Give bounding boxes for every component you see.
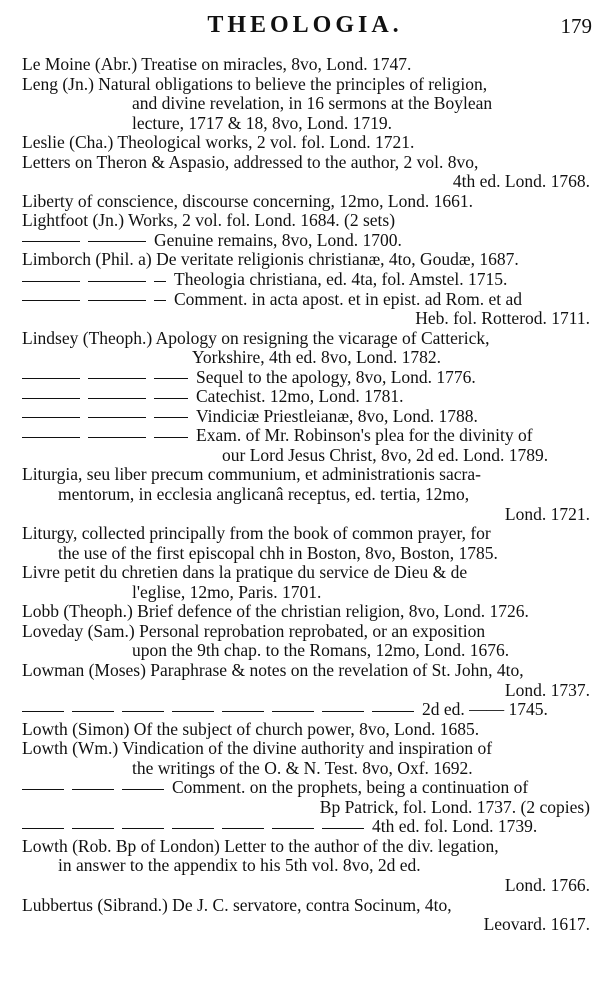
entry-line: Leng (Jn.) Natural obligations to believe the principles of religion,: [22, 74, 488, 94]
entry-line: Letters on Theron & Aspasio, addressed to the author, 2 vol. 8vo,: [22, 152, 479, 172]
catalogue-entry: [22, 563, 590, 602]
entry-line: [22, 817, 590, 837]
entry-line: Lond. 1721.: [504, 504, 590, 524]
entry-line: Le Moine (Abr.) Treatise on miracles, 8vo, Lond. 1747.: [22, 55, 412, 74]
entry-line: Liturgy, collected principally from the book of common prayer, for: [22, 524, 491, 544]
entry-line: the writings of the O. & N. Test. 8vo, Oxf. 1692.: [132, 758, 473, 778]
running-title: THEOLOGIA.: [207, 12, 403, 38]
entry-line: [22, 407, 590, 427]
ditto-dash: [22, 789, 64, 790]
catalogue-entry: [22, 387, 590, 407]
catalogue-entry: [22, 817, 590, 837]
ditto-dash: [88, 417, 146, 418]
entry-line: Lobb (Theoph.) Brief defence of the christian religion, 8vo, Lond. 1726.: [22, 602, 529, 622]
ditto-dash: [88, 378, 146, 379]
entry-text: 2d ed. —— 1745.: [422, 700, 548, 720]
catalogue-entries: [22, 55, 590, 935]
entry-line: Lowth (Wm.) Vindication of the divine authority and inspiration of: [22, 739, 493, 759]
entry-line: mentorum, in ecclesia anglicanâ receptus, ed. tertia, 12mo,: [58, 485, 470, 505]
entry-text: Comment. in acta apost. et in epist. ad Rom. et ad: [174, 289, 522, 309]
entry-text: Catechist. 12mo, Lond. 1781.: [196, 387, 404, 407]
catalogue-entry: [22, 778, 590, 817]
ditto-dash: [322, 711, 364, 712]
entry-line: Lowth (Simon) Of the subject of church power, 8vo, Lond. 1685.: [22, 719, 480, 739]
entry-line: [22, 700, 590, 720]
catalogue-entry: [22, 426, 590, 465]
catalogue-entry: [22, 407, 590, 427]
entry-line: Leovard. 1617.: [483, 915, 590, 935]
ditto-dash: [122, 711, 164, 712]
catalogue-entry: [22, 55, 590, 75]
entry-text: 4th ed. fol. Lond. 1739.: [372, 817, 538, 837]
entry-line: Lightfoot (Jn.) Works, 2 vol. fol. Lond. 1684. (2 sets): [22, 211, 396, 231]
catalogue-entry: [22, 837, 590, 896]
ditto-dash: [22, 281, 80, 282]
entry-line: 4th ed. Lond. 1768.: [452, 172, 590, 192]
ditto-dash: [122, 789, 164, 790]
entry-line: lecture, 1717 & 18, 8vo, Lond. 1719.: [132, 113, 393, 133]
entry-line: [22, 778, 590, 798]
ditto-dash: [172, 711, 214, 712]
ditto-dash: [88, 437, 146, 438]
ditto-dash: [72, 711, 114, 712]
entry-line: Bp Patrick, fol. Lond. 1737. (2 copies): [319, 797, 590, 817]
page-number: 179: [560, 14, 592, 38]
entry-line: [22, 387, 590, 407]
ditto-dash: [154, 437, 188, 438]
entry-line: l'eglise, 12mo, Paris. 1701.: [132, 582, 322, 602]
catalogue-entry: [22, 153, 590, 192]
catalogue-entry: [22, 329, 590, 368]
entry-line: upon the 9th chap. to the Romans, 12mo, Lond. 1676.: [132, 641, 510, 661]
catalogue-entry: [22, 133, 590, 153]
ditto-dash: [22, 398, 80, 399]
entry-line: Yorkshire, 4th ed. 8vo, Lond. 1782.: [192, 348, 442, 368]
catalogue-entry: [22, 250, 590, 270]
ditto-dash: [154, 300, 166, 301]
ditto-dash: [72, 828, 114, 829]
catalogue-entry: [22, 524, 590, 563]
entry-line: Lond. 1737.: [504, 680, 590, 700]
ditto-dash: [22, 241, 80, 242]
ditto-dash: [222, 828, 264, 829]
catalogue-entry: [22, 211, 590, 231]
ditto-dash: [172, 828, 214, 829]
entry-line: Loveday (Sam.) Personal reprobation reprobated, or an exposition: [22, 621, 486, 641]
ditto-dash: [154, 378, 188, 379]
ditto-dash: [154, 398, 188, 399]
ditto-dash: [122, 828, 164, 829]
entry-line: our Lord Jesus Christ, 8vo, 2d ed. Lond. 1789.: [222, 445, 549, 465]
catalogue-entry: [22, 75, 590, 134]
catalogue-entry: [22, 896, 590, 935]
entry-line: Limborch (Phil. a) De veritate religionis christianæ, 4to, Goudæ, 1687.: [22, 250, 519, 270]
ditto-dash: [22, 378, 80, 379]
entry-line: in answer to the appendix to his 5th vol. 8vo, 2d ed.: [58, 856, 421, 876]
catalogue-entry: [22, 602, 590, 622]
entry-line: Liturgia, seu liber precum communium, et administrationis sacra-: [22, 465, 481, 485]
entry-text: Vindiciæ Priestleianæ, 8vo, Lond. 1788.: [196, 406, 478, 426]
catalogue-entry: [22, 192, 590, 212]
catalogue-entry: [22, 622, 590, 661]
ditto-dash: [22, 437, 80, 438]
entry-line: [22, 231, 590, 251]
entry-text: Theologia christiana, ed. 4ta, fol. Amstel. 1715.: [174, 270, 508, 290]
entry-text: Comment. on the prophets, being a continuation of: [172, 778, 529, 798]
page-header: [0, 10, 610, 44]
ditto-dash: [88, 300, 146, 301]
entry-line: [22, 270, 590, 290]
entry-text: Genuine remains, 8vo, Lond. 1700.: [154, 230, 402, 250]
ditto-dash: [88, 398, 146, 399]
entry-line: Leslie (Cha.) Theological works, 2 vol. fol. Lond. 1721.: [22, 133, 415, 153]
entry-line: [22, 426, 590, 446]
catalogue-entry: [22, 720, 590, 740]
entry-line: Liberty of conscience, discourse concerning, 12mo, Lond. 1661.: [22, 191, 473, 211]
ditto-dash: [222, 711, 264, 712]
ditto-dash: [72, 789, 114, 790]
entry-line: Lond. 1766.: [504, 875, 590, 895]
entry-line: Lowth (Rob. Bp of London) Letter to the author of the div. legation,: [22, 836, 499, 856]
ditto-dash: [88, 241, 146, 242]
catalogue-entry: [22, 368, 590, 388]
catalogue-entry: [22, 290, 590, 329]
catalogue-entry: [22, 231, 590, 251]
ditto-dash: [272, 828, 314, 829]
catalogue-entry: [22, 661, 590, 700]
ditto-dash: [372, 711, 414, 712]
ditto-dash: [322, 828, 364, 829]
entry-line: Lindsey (Theoph.) Apology on resigning the vicarage of Catterick,: [22, 328, 490, 348]
entry-line: the use of the first episcopal chh in Boston, 8vo, Boston, 1785.: [58, 543, 498, 563]
entry-line: [22, 368, 590, 388]
catalogue-entry: [22, 739, 590, 778]
ditto-dash: [22, 300, 80, 301]
ditto-dash: [154, 417, 188, 418]
entry-line: Lowman (Moses) Paraphrase & notes on the revelation of St. John, 4to,: [22, 660, 524, 680]
catalogue-entry: [22, 465, 590, 524]
ditto-dash: [22, 711, 64, 712]
entry-text: Exam. of Mr. Robinson's plea for the divinity of: [196, 426, 533, 446]
ditto-dash: [88, 281, 146, 282]
entry-line: Lubbertus (Sibrand.) De J. C. servatore, contra Socinum, 4to,: [22, 895, 452, 915]
ditto-dash: [22, 828, 64, 829]
catalogue-entry: [22, 700, 590, 720]
entry-text: Sequel to the apology, 8vo, Lond. 1776.: [196, 367, 476, 387]
ditto-dash: [22, 417, 80, 418]
entry-line: Heb. fol. Rotterod. 1711.: [415, 309, 590, 329]
ditto-dash: [154, 281, 166, 282]
entry-line: [22, 290, 590, 310]
entry-line: and divine revelation, in 16 sermons at the Boylean: [132, 94, 493, 114]
ditto-dash: [272, 711, 314, 712]
entry-line: Livre petit du chretien dans la pratique du service de Dieu & de: [22, 563, 468, 583]
catalogue-entry: [22, 270, 590, 290]
